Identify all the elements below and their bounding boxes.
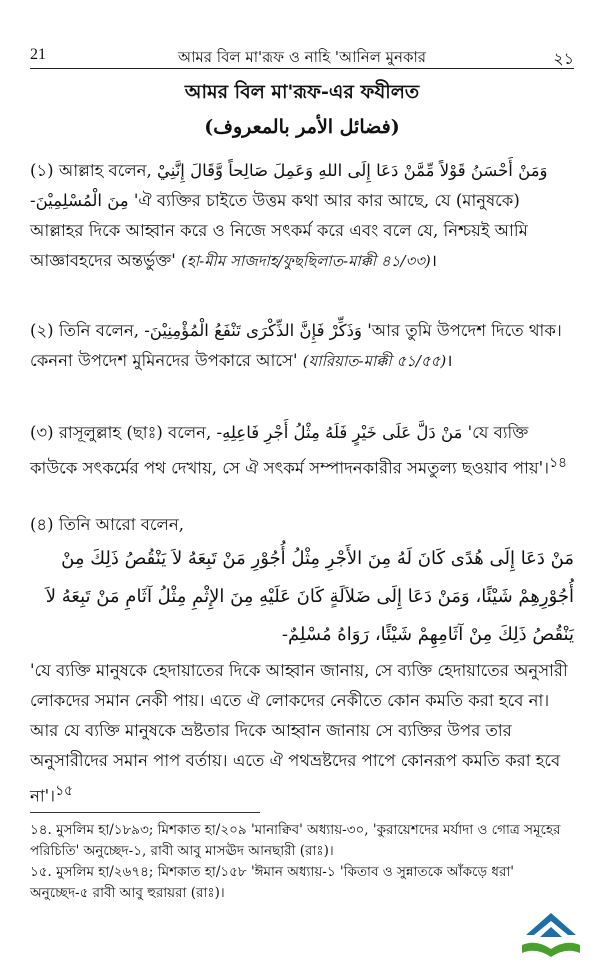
logo-book-shape bbox=[522, 943, 580, 957]
logo-inner-shape bbox=[540, 927, 562, 937]
paragraph-4-translation bbox=[30, 656, 574, 812]
arabic-line: أُجُوْرِهِمْ شَيْئًا، وَمَنْ دَعَا إِلَى ضَلاَلَةٍ كَانَ عَلَيْهِ مِنَ الإِثْمِ مِثْلُ آثَامِ مَنْ تَبِعَهُ لاَ bbox=[45, 586, 574, 607]
paragraph-3 bbox=[30, 418, 574, 484]
paragraph-1 bbox=[30, 156, 574, 276]
arabic-verse: وَمَنْ أَحْسَنُ قَوْلاً مِّمَّنْ دَعَا إِلَى اللهِ وَعَمِلَ صَالِحاً وَّقَالَ إِنَّنِيْ مِنَ الْمُسْلِمِيْنَ- bbox=[30, 161, 548, 210]
sentence-end: । bbox=[446, 351, 453, 370]
page-number-right: ২১ bbox=[553, 49, 574, 68]
paragraph-number: (৪) bbox=[30, 515, 54, 534]
footnote-ref[interactable]: ১৫ bbox=[55, 783, 73, 799]
translation: 'যে ব্যক্তি কাউকে সৎকর্মের পথ দেখায়, সে ঐ সৎকর্ম সম্পাদনকারীর সমতুল্য ছওয়াব পায়'। bbox=[30, 423, 550, 478]
arabic-verse: وَذَكِّرْ فَإِنَّ الذِّكْرَى تَنْفَعُ الْمُؤْمِنِيْنَ- bbox=[144, 321, 362, 340]
footnote-15: ১৫. মুসলিম হা/২৬৭৪; মিশকাত হা/১৫৮ 'ঈমান অধ্যায়-১ 'কিতাব ও সুন্নাতকে আঁকড়ে ধরা' অনুচ্ছেদ-৫ রাবী আবু হুরায়রা (রাঃ)। bbox=[30, 864, 514, 901]
translation: 'ঐ ব্যক্তির চাইতে উত্তম কথা আর কার আছে, যে (মানুষকে) আল্লাহর দিকে আহ্বান করে ও নিজে সৎকর্ম করে এবং বলে যে, নিশ্চয়ই আমি আজ্ঞাবহদের অন্তর্ভুক্ত' bbox=[30, 191, 528, 270]
footnote-14: ১৪. মুসলিম হা/১৮৯৩; মিশকাত হা/২০৯ 'মানাক্বিব' অধ্যায়-৩০, 'কুরায়েশদের মর্যাদা ও গোত্র সমূহের পরিচিতি' অনুচ্ছেদ-১, রাবী আবু মাসঊদ আনছারী (রাঃ)। bbox=[30, 822, 561, 859]
arabic-hadith-block bbox=[30, 540, 574, 654]
reference: (যারিয়াত-মাক্কী ৫১/৫৫) bbox=[302, 352, 447, 370]
arabic-line: يَنْقُصُ ذَلِكَ مِنْ آثَامِهِمْ شَيْئًا، رَوَاهُ مُسْلِمٌ- bbox=[281, 624, 574, 645]
arabic-hadith: مَنْ دَلَّ عَلَى خَيْرٍ فَلَهُ مِثْلُ أَجْرِ فَاعِلِهِ- bbox=[216, 423, 463, 442]
translation: 'যে ব্যক্তি মানুষকে হেদায়াতের দিকে আহ্বান জানায়, সে ব্যক্তি হেদায়াতের অনুসারী লোকদের সমান নেকী পায়। এতে ঐ লোকদের নেকীতে কোন কমতি করা হবে না। আর যে ব্যক্তি মানুষকে ভ্রষ্টতার দিকে আহ্বান জানায় সে ব্যক্তির উপর তার অনুসারীদের সমান পাপ বর্তায়। এতে ঐ পথভ্রষ্টদের পাপে কোনরূপ কমতি করা হবে না'। bbox=[30, 661, 568, 806]
page-header bbox=[30, 44, 574, 69]
paragraph-number: (২) bbox=[30, 321, 54, 340]
section-heading: আমর বিল মা'রূফ-এর ফযীলত bbox=[184, 81, 420, 103]
translation: 'আর তুমি উপদেশ দিতে থাক। কেননা উপদেশ মুমিনদের উপকারে আসে' bbox=[30, 321, 562, 370]
section-subheading: (فضائل الأمر بالمعروف) bbox=[204, 116, 400, 138]
footnote-divider bbox=[30, 812, 260, 813]
footnotes bbox=[30, 820, 574, 904]
arabic-line: مَنْ دَعَا إِلَى هُدًى كَانَ لَهُ مِنَ الأَجْرِ مِثْلُ أُجُوْرِ مَنْ تَبِعَهُ لاَ يَنْقُصُ ذَلِكَ مِنْ bbox=[61, 548, 574, 569]
sentence-end: । bbox=[430, 251, 437, 270]
paragraph-number: (৩) bbox=[30, 423, 54, 442]
running-title: আমর বিল মা'রূফ ও নাহি 'আনিল মুনকার bbox=[177, 48, 427, 66]
paragraph-2 bbox=[30, 316, 574, 376]
publisher-logo-icon bbox=[516, 909, 586, 965]
reference: (হা-মীম সাজদাহ/ফুছছিলাত-মাক্কী ৪১/৩৩) bbox=[181, 252, 431, 270]
paragraph-intro: রাসূলুল্লাহ (ছাঃ) বলেন, bbox=[58, 423, 212, 442]
footnote-ref[interactable]: ১৪ bbox=[549, 455, 567, 471]
paragraph-intro: তিনি আরো বলেন, bbox=[58, 515, 184, 534]
paragraph-intro: তিনি বলেন, bbox=[58, 321, 139, 340]
page-number-left: 21 bbox=[30, 46, 46, 63]
paragraph-4-intro bbox=[30, 510, 574, 540]
paragraph-number: (১) bbox=[30, 161, 54, 180]
paragraph-intro: আল্লাহ বলেন, bbox=[58, 161, 152, 180]
